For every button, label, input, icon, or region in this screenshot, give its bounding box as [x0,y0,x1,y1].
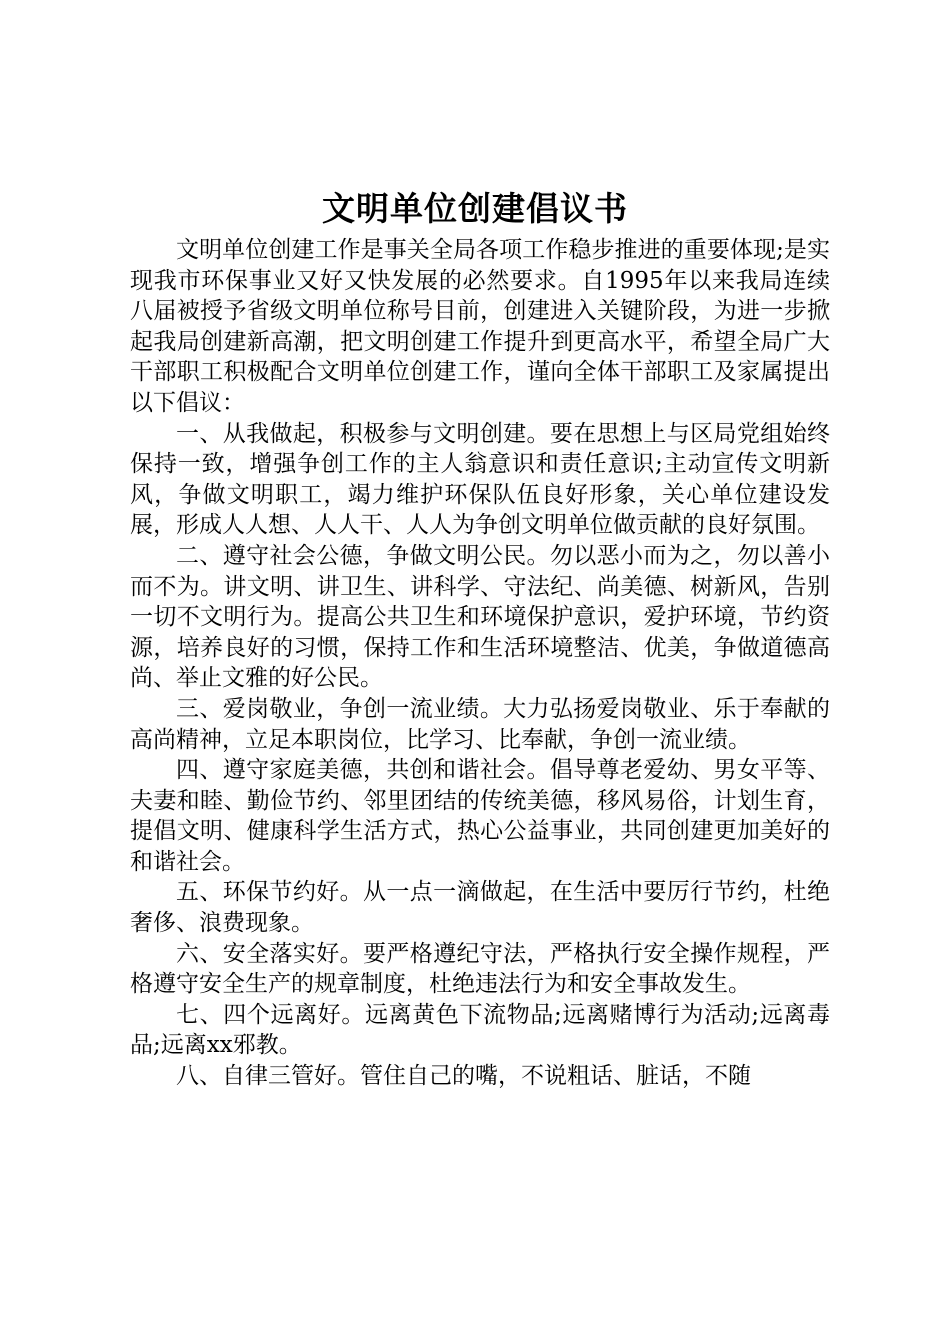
paragraph-item-6: 六、安全落实好。要严格遵纪守法，严格执行安全操作规程，严格遵守安全生产的规章制度，杜绝违法行为和安全事故发生。 [130,940,830,998]
paragraph-item-5: 五、环保节约好。从一点一滴做起，在生活中要厉行节约，杜绝奢侈、浪费现象。 [130,879,830,937]
paragraph-item-2: 二、遵守社会公德，争做文明公民。勿以恶小而为之，勿以善小而不为。讲文明、讲卫生、讲科学、守法纪、尚美德、树新风，告别一切不文明行为。提高公共卫生和环境保护意识，爱护环境，节约资源，培养良好的习惯，保持工作和生活环境整洁、优美，争做道德高尚、举止文雅的好公民。 [130,542,830,692]
paragraph-item-4: 四、遵守家庭美德，共创和谐社会。倡导尊老爱幼、男女平等、夫妻和睦、勤俭节约、邻里团结的传统美德，移风易俗，计划生育，提倡文明、健康科学生活方式，热心公益事业，共同创建更加美好的和谐社会。 [130,757,830,875]
paragraph-item-1: 一、从我做起，积极参与文明创建。要在思想上与区局党组始终保持一致，增强争创工作的主人翁意识和责任意识;主动宣传文明新风，争做文明职工，竭力维护环保队伍良好形象，关心单位建设发展，形成人人想、人人干、人人为争创文明单位做贡献的良好氛围。 [130,420,830,539]
document-body [130,235,830,1092]
paragraph-intro: 文明单位创建工作是事关全局各项工作稳步推进的重要体现;是实现我市环保事业又好又快发展的必然要求。自1995年以来我局连续八届被授予省级文明单位称号目前，创建进入关键阶段，为进一步掀起我局创建新高潮，把文明创建工作提升到更高水平，希望全局广大干部职工积极配合文明单位创建工作，谨向全体干部职工及家属提出以下倡议： [130,237,830,416]
paragraph-item-8: 八、自律三管好。管住自己的嘴，不说粗话、脏话，不随 [176,1063,751,1090]
document-title: 文明单位创建倡议书 [322,189,628,228]
paragraph-item-3: 三、爱岗敬业，争创一流业绩。大力弘扬爱岗敬业、乐于奉献的高尚精神，立足本职岗位，比学习、比奉献，争创一流业绩。 [130,695,830,753]
paragraph-item-7: 七、四个远离好。远离黄色下流物品;远离赌博行为活动;远离毒品;远离xx邪教。 [130,1001,830,1059]
